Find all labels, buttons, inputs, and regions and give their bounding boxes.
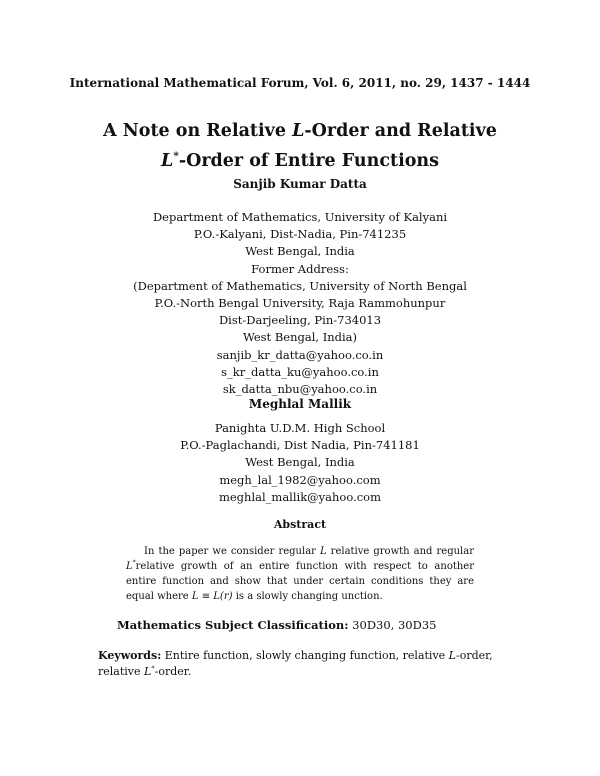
math-star: *	[151, 664, 155, 673]
math-L: L	[319, 546, 327, 557]
math-star: *	[132, 559, 136, 567]
affiliation-line: Dist-Darjeeling, Pin-734013	[218, 313, 382, 328]
paper-title	[0, 116, 600, 176]
title-text: -Order and Relative	[304, 121, 497, 141]
keywords-label: Keywords:	[98, 649, 162, 662]
abstract-text: In the paper we consider regular	[144, 546, 320, 557]
affiliation-line: West Bengal, India)	[242, 330, 358, 345]
author-affiliation	[0, 209, 600, 398]
email-link[interactable]: megh_lal_1982@yahoo.com	[219, 472, 381, 487]
affiliation-line: (Department of Mathematics, University of North Bengal	[133, 278, 467, 293]
affiliation-line: P.O.-Paglachandi, Dist Nadia, Pin-741181	[180, 438, 420, 453]
email-link[interactable]: s_kr_datta_ku@yahoo.co.in	[221, 364, 379, 379]
title-math-L: L	[161, 151, 174, 171]
keywords-line	[98, 648, 502, 680]
affiliation-line: P.O.-North Bengal University, Raja Rammohunpur	[154, 296, 446, 311]
math-L: L	[144, 665, 152, 678]
author-name: Meghlal Mallik	[248, 397, 352, 411]
journal-header: International Mathematical Forum, Vol. 6, 2011, no. 29, 1437 - 1444	[69, 76, 531, 90]
title-text: A Note on Relative	[103, 121, 293, 141]
math-L: L	[448, 649, 456, 662]
title-line-2	[0, 146, 600, 176]
math-L: L	[126, 561, 133, 572]
msc-line	[117, 618, 436, 632]
affiliation-line: Panighta U.D.M. High School	[214, 421, 386, 435]
title-text: -Order of Entire Functions	[178, 151, 439, 171]
affiliation-line: West Bengal, India	[245, 455, 355, 470]
title-math-L: L	[292, 121, 305, 141]
abstract-text: is a slowly changing unction.	[232, 591, 383, 602]
keywords-text: -order.	[154, 665, 192, 678]
abstract-text: relative growth of an entire function with respect to another entire function and show that under certain conditions they are equal where	[126, 561, 474, 602]
abstract-text: relative growth and regular	[326, 546, 474, 557]
keywords-text: Entire function, slowly changing function, relative	[161, 649, 449, 662]
abstract-paragraph	[126, 544, 474, 604]
affiliation-line: West Bengal, India	[245, 244, 355, 259]
abstract-body	[126, 544, 474, 604]
title-star: *	[173, 150, 179, 163]
affiliation-line: Department of Mathematics, University of Kalyani	[152, 210, 448, 224]
math-equation: L ≡ L(r)	[191, 591, 233, 602]
title-line-1	[0, 116, 600, 146]
affiliation-line: P.O.-Kalyani, Dist-Nadia, Pin-741235	[193, 227, 407, 242]
msc-label: Mathematics Subject Classification:	[117, 618, 349, 632]
author-name: Sanjib Kumar Datta	[233, 177, 367, 191]
keywords-text: -order, relative	[98, 649, 493, 678]
email-link[interactable]: sk_datta_nbu@yahoo.co.in	[222, 382, 378, 397]
abstract-heading: Abstract	[273, 518, 327, 531]
affiliation-line: Former Address:	[251, 261, 349, 276]
email-link[interactable]: meghlal_mallik@yahoo.com	[218, 489, 382, 504]
msc-value: 30D30, 30D35	[348, 618, 437, 632]
email-link[interactable]: sanjib_kr_datta@yahoo.co.in	[216, 347, 384, 362]
author-affiliation	[0, 420, 600, 506]
